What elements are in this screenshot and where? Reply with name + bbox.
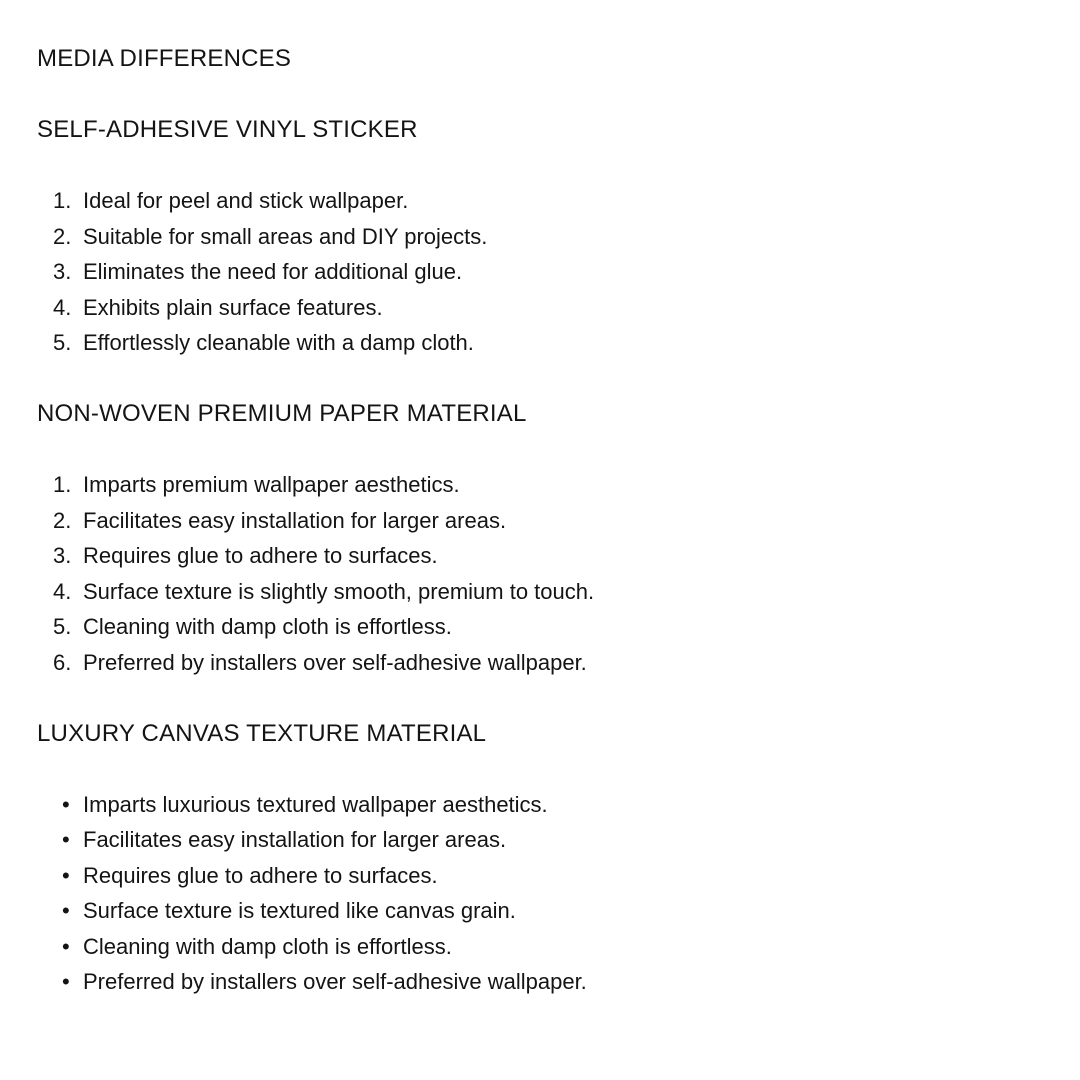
list-item: Ideal for peel and stick wallpaper. (83, 188, 409, 213)
list-item: Surface texture is slightly smooth, premium to touch. (83, 578, 595, 604)
numbered-list-self-adhesive (37, 183, 1040, 361)
list-item: • Imparts luxurious textured wallpaper aesthetics. (83, 787, 1040, 823)
page-title: MEDIA DIFFERENCES (37, 45, 292, 72)
bulleted-list-luxury-canvas (37, 787, 1040, 1000)
section-non-woven-premium-paper (37, 396, 1040, 680)
section-luxury-canvas-texture (37, 716, 1040, 1000)
list-item: • Surface texture is textured like canvas grain. (83, 893, 1040, 929)
list-item: Suitable for small areas and DIY projects. (83, 223, 488, 249)
list-item: Eliminates the need for additional glue. (83, 259, 463, 284)
section-heading-self-adhesive-vinyl-sticker: SELF-ADHESIVE VINYL STICKER (37, 116, 418, 143)
list-item: • Requires glue to adhere to surfaces. (83, 858, 1040, 894)
list-item: Facilitates easy installation for larger areas. (83, 507, 507, 533)
list-item: Imparts premium wallpaper aesthetics. (83, 472, 460, 497)
list-item: Cleaning with damp cloth is effortless. (83, 614, 452, 639)
section-heading-non-woven-premium-paper: NON-WOVEN PREMIUM PAPER MATERIAL (37, 400, 527, 427)
numbered-list-non-woven (37, 467, 1040, 680)
list-item: Requires glue to adhere to surfaces. (83, 543, 438, 568)
list-item: • Cleaning with damp cloth is effortless. (83, 929, 1040, 965)
section-heading-luxury-canvas-texture: LUXURY CANVAS TEXTURE MATERIAL (37, 719, 487, 747)
list-item: Preferred by installers over self-adhesive wallpaper. (83, 649, 587, 675)
list-item: • Facilitates easy installation for larger areas. (83, 822, 1040, 858)
list-item: Exhibits plain surface features. (83, 294, 383, 320)
section-self-adhesive-vinyl-sticker (37, 112, 1040, 361)
list-item: • Preferred by installers over self-adhesive wallpaper. (83, 964, 1040, 1000)
list-item: Effortlessly cleanable with a damp cloth. (83, 330, 474, 355)
